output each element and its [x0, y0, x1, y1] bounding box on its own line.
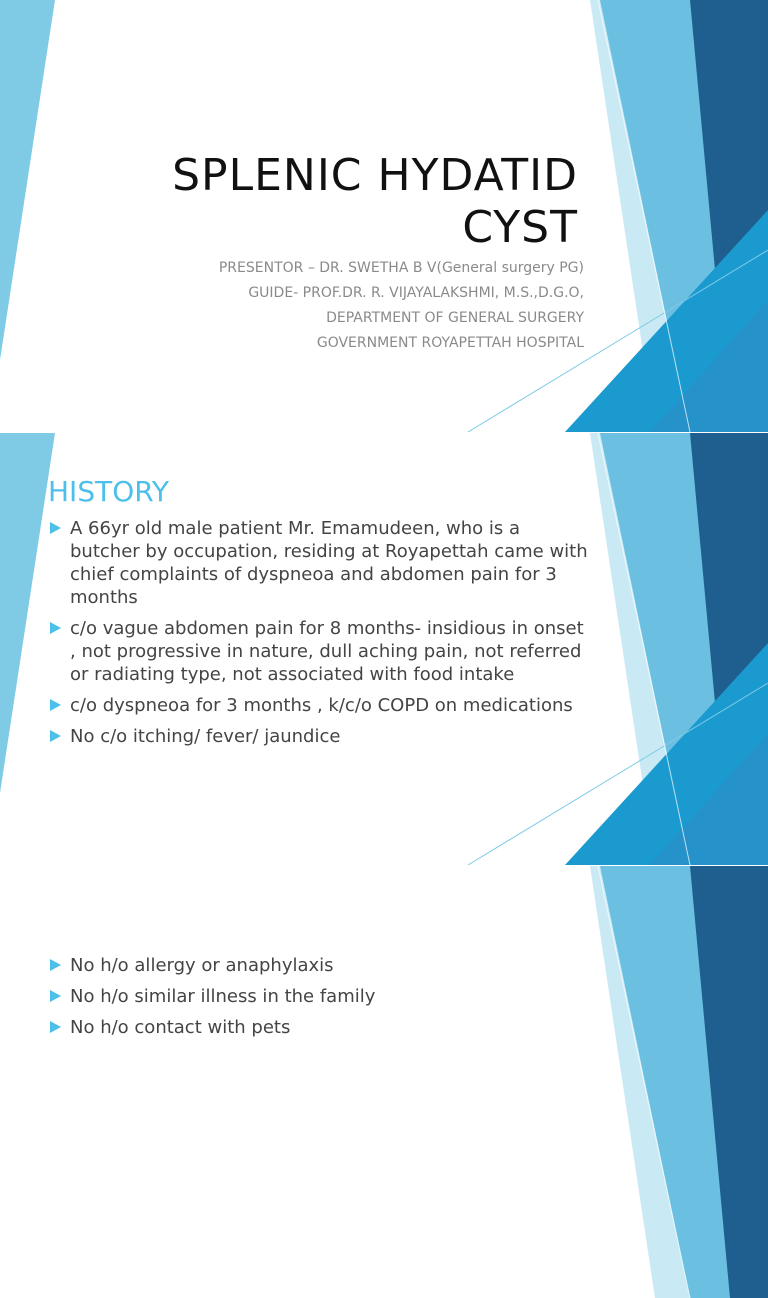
bullet-item: [48, 725, 588, 748]
title-line: SPLENIC HYDATID: [172, 150, 578, 201]
triangle-bullet-icon: [50, 959, 61, 971]
department-line: DEPARTMENT OF GENERAL SURGERY: [326, 310, 584, 326]
triangle-bullet-icon: [50, 1021, 61, 1033]
bullet-text: No h/o allergy or anaphylaxis: [70, 955, 334, 976]
bullet-text: A 66yr old male patient Mr. Emamudeen, who is a butcher by occupation, residing at Royapettah came with chief complaints of dyspneoa and abdomen pain for 3 months: [70, 518, 588, 608]
title-line: CYST: [462, 202, 578, 253]
slide-background-decoration: [0, 866, 768, 1298]
triangle-bullet-icon: [50, 990, 61, 1002]
history-continued-slide: [0, 866, 768, 1298]
bullet-text: c/o vague abdomen pain for 8 months- insidious in onset , not progressive in nature, dull aching pain, not referred or radiating type, not associated with food intake: [70, 618, 584, 685]
bullet-item: [48, 694, 588, 717]
bullet-item: [48, 954, 588, 977]
bullet-text: No h/o contact with pets: [70, 1017, 291, 1038]
bullet-item: [48, 985, 588, 1008]
slide-subtitle: [219, 256, 584, 356]
bullet-text: No c/o itching/ fever/ jaundice: [70, 726, 341, 747]
slide-heading: HISTORY: [48, 475, 169, 508]
triangle-bullet-icon: [50, 522, 61, 534]
slide-title: [172, 150, 578, 254]
bullet-list: [48, 954, 588, 1047]
bullet-list: [48, 517, 588, 756]
history-slide: [0, 433, 768, 865]
presenter-line: PRESENTOR – DR. SWETHA B V(General surgery PG): [218, 260, 584, 276]
triangle-bullet-icon: [50, 622, 61, 634]
guide-line: GUIDE- PROF.DR. R. VIJAYALAKSHMI, M.S.,D.G.O,: [248, 285, 584, 301]
hospital-line: GOVERNMENT ROYAPETTAH HOSPITAL: [316, 335, 584, 351]
triangle-bullet-icon: [50, 730, 61, 742]
bullet-item: [48, 517, 588, 609]
bullet-text: No h/o similar illness in the family: [70, 986, 376, 1007]
bullet-text: c/o dyspneoa for 3 months , k/c/o COPD on medications: [70, 695, 573, 716]
bullet-item: [48, 617, 588, 686]
title-slide: [0, 0, 768, 432]
triangle-bullet-icon: [50, 699, 61, 711]
bullet-item: [48, 1016, 588, 1039]
